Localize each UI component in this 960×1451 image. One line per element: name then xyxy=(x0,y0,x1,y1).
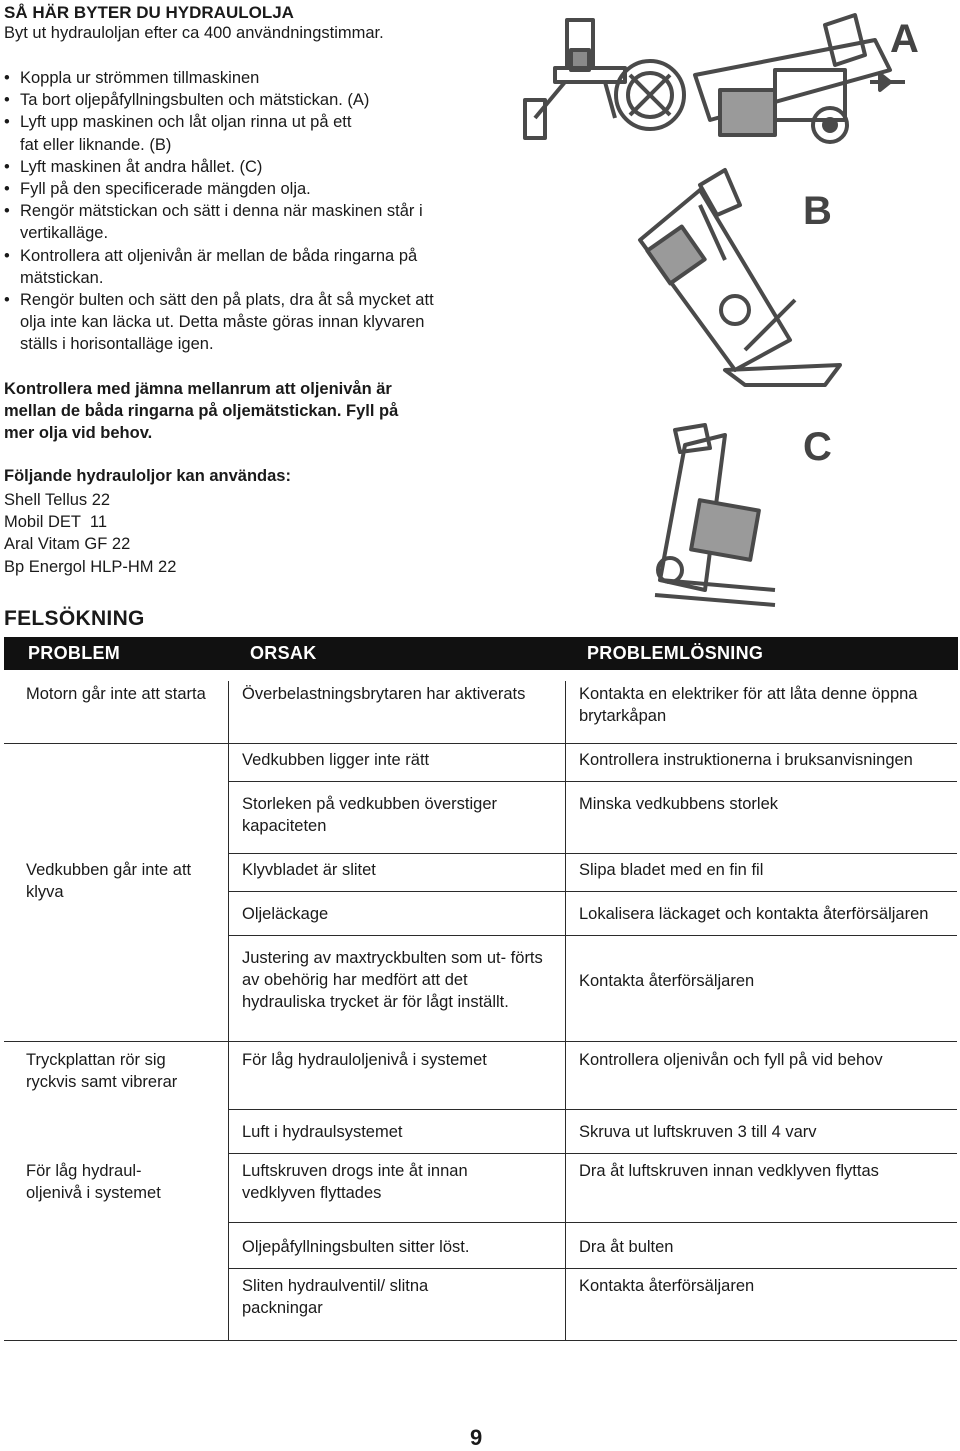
solution-cell: Dra åt luftskruven innan vedklyven flyttas xyxy=(579,1162,879,1180)
problem-cell: För låg hydraul- oljenivå i systemet xyxy=(26,1162,161,1203)
machine-position-c xyxy=(655,425,775,605)
column-header-solution: PROBLEMLÖSNING xyxy=(587,643,764,663)
column-divider xyxy=(228,681,229,1340)
page-number: 9 xyxy=(470,1425,483,1450)
cause-cell: Luftskruven drogs inte åt innan vedklyven flyttades xyxy=(242,1162,468,1203)
table-header xyxy=(4,637,958,670)
cause-cell: Sliten hydraulventil/ slitna packningar xyxy=(242,1277,429,1318)
log-splitter-illustration xyxy=(495,0,957,612)
list-item: • Lyft upp maskinen och låt oljan rinna ut på ett fat eller liknande. (B) xyxy=(4,111,370,155)
list-item: • Koppla ur strömmen tillmaskinen xyxy=(4,67,474,89)
cause-cell: Storleken på vedkubben överstiger kapaciteten xyxy=(242,795,497,836)
row-divider xyxy=(229,1153,957,1154)
row-divider xyxy=(4,1041,229,1042)
list-item: • Rengör mätstickan och sätt i denna när maskinen står i vertikalläge. xyxy=(4,200,445,244)
oil-list xyxy=(4,489,176,578)
cause-cell: Oljeläckage xyxy=(242,905,329,923)
cause-cell: Klyvbladet är slitet xyxy=(242,861,376,879)
solution-cell: Kontakta återförsäljaren xyxy=(579,1277,755,1295)
row-divider xyxy=(229,853,957,854)
oils-heading: Följande hydrauloljor kan användas: xyxy=(4,467,291,485)
row-divider xyxy=(229,743,957,744)
row-divider xyxy=(229,1340,957,1341)
row-divider xyxy=(229,1268,957,1269)
solution-cell: Dra åt bulten xyxy=(579,1238,674,1256)
solution-cell: Lokalisera läckaget och kontakta återförsäljaren xyxy=(579,905,929,923)
list-item: • Kontrollera att oljenivån är mellan de båda ringarna på mätstickan. xyxy=(4,245,450,289)
list-item: Aral Vitam GF 22 xyxy=(4,535,131,554)
row-divider xyxy=(229,935,957,936)
row-divider xyxy=(229,1041,957,1042)
cause-cell: Oljepåfyllningsbulten sitter löst. xyxy=(242,1238,470,1256)
row-divider xyxy=(4,1340,229,1341)
list-item: • Lyft maskinen åt andra hållet. (C) xyxy=(4,156,474,178)
problem-cell: Tryckplattan rör sig ryckvis samt vibrerar xyxy=(26,1051,178,1092)
list-item: Bp Energol HLP-HM 22 xyxy=(4,557,177,576)
solution-cell: Kontakta återförsäljaren xyxy=(579,972,755,990)
row-divider xyxy=(4,743,229,744)
row-divider xyxy=(229,891,957,892)
list-item: Shell Tellus 22 xyxy=(4,491,111,509)
section-heading-hydraulic-oil: SÅ HÄR BYTER DU HYDRAULOLJA xyxy=(4,3,294,22)
solution-cell: Kontrollera instruktionerna i bruksanvisningen xyxy=(579,751,913,769)
problem-cell: Motorn går inte att starta xyxy=(26,685,206,703)
troubleshooting-title: FELSÖKNING xyxy=(4,607,145,630)
solution-cell: Minska vedkubbens storlek xyxy=(579,795,779,813)
list-item: • Ta bort oljepåfyllningsbulten och mätstickan. (A) xyxy=(4,89,474,111)
cause-cell: Luft i hydraulsystemet xyxy=(242,1123,403,1141)
column-header-problem: PROBLEM xyxy=(28,643,121,663)
cause-cell: Överbelastningsbrytaren har aktiverats xyxy=(242,685,526,703)
problem-cell: Vedkubben går inte att klyva xyxy=(26,861,192,902)
row-divider xyxy=(229,781,957,782)
figure-label-b: B xyxy=(803,189,832,233)
solution-cell: Skruva ut luftskruven 3 till 4 varv xyxy=(579,1123,817,1141)
figure-label-a: A xyxy=(890,17,919,61)
row-divider xyxy=(229,1109,957,1110)
solution-cell: Kontakta en elektriker för att låta denne öppna brytarkåpan xyxy=(579,685,918,726)
column-header-cause: ORSAK xyxy=(250,643,317,663)
machine-position-a xyxy=(525,15,905,142)
figure-label-c: C xyxy=(803,425,832,469)
list-item: Mobil DET 11 xyxy=(4,513,108,532)
list-item: • Fyll på den specificerade mängden olja. xyxy=(4,178,474,200)
oil-level-note: Kontrollera med jämna mellanrum att oljenivån är mellan de båda ringarna på oljemätstickan. Fyll på mer olja vid behov. xyxy=(4,380,399,443)
solution-cell: Kontrollera oljenivån och fyll på vid behov xyxy=(579,1051,883,1069)
instruction-list xyxy=(4,67,474,356)
cause-cell: För låg hydrauloljenivå i systemet xyxy=(242,1051,487,1069)
solution-cell: Slipa bladet med en fin fil xyxy=(579,861,764,879)
row-divider xyxy=(229,1222,957,1223)
cause-cell: Vedkubben ligger inte rätt xyxy=(242,751,430,769)
column-divider xyxy=(565,681,566,1340)
intro-text: Byt ut hydrauloljan efter ca 400 användningstimmar. xyxy=(4,24,384,42)
cause-cell: Justering av maxtryckbulten som ut- förts av obehörig har medfört att det hydrauliska trycket är för lågt inställt. xyxy=(242,949,543,1012)
list-item: • Rengör bulten och sätt den på plats, dra åt så mycket att olja inte kan läcka ut. Detta måste göras innan klyvaren ställs i horisontalläge igen. xyxy=(4,289,445,356)
